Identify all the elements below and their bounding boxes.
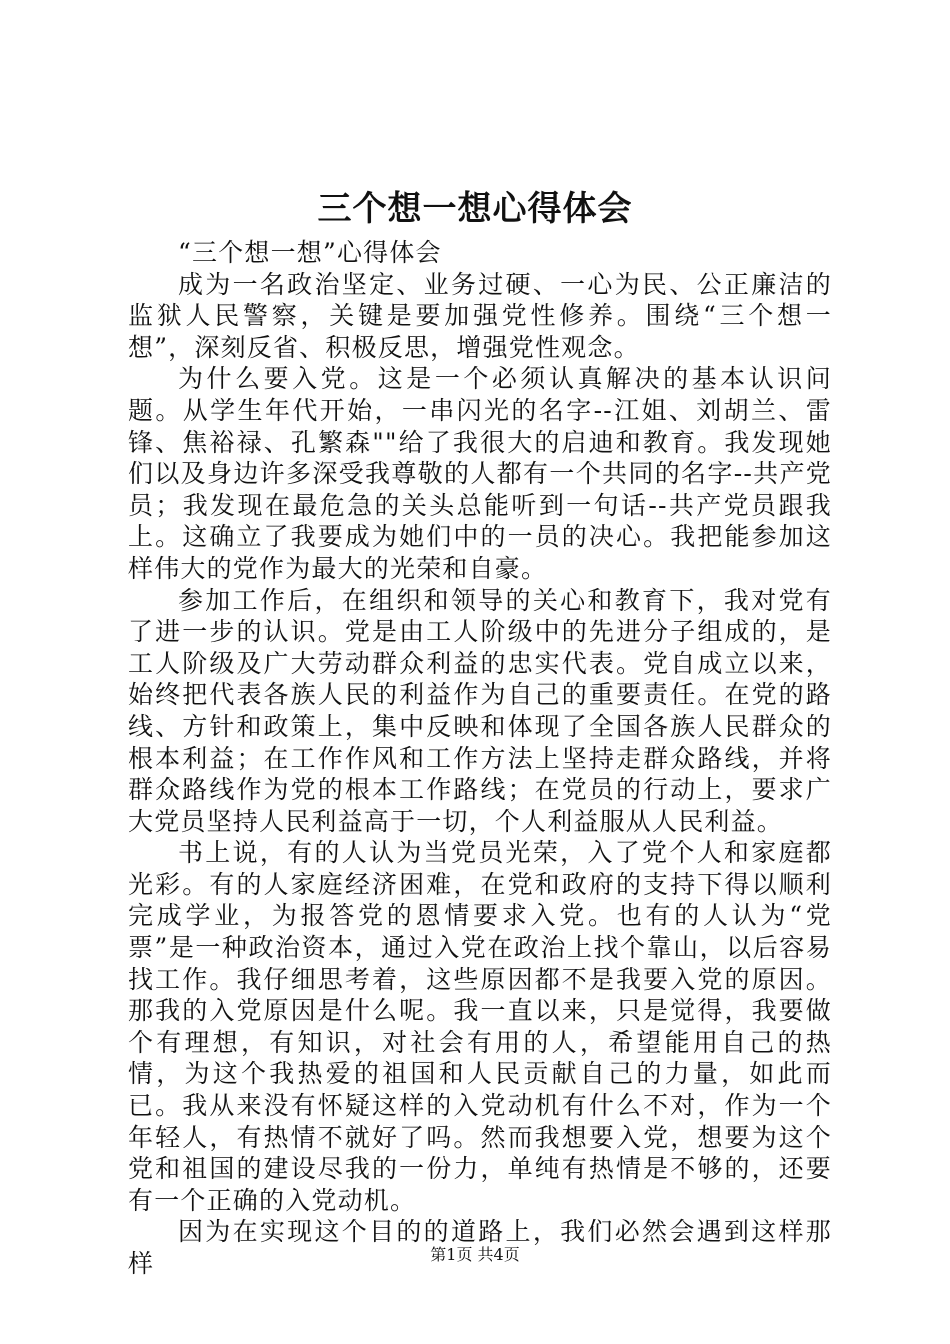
paragraph: 书上说，有的人认为当党员光荣，入了党个人和家庭都光彩。有的人家庭经济困难，在党和政府的支持下得以顺利完成学业，为报答党的恩情要求入党。也有的人认为“党票”是一种政治资本，通过入党在政治上找个靠山，以后容易找工作。我仔细思考着，这些原因都不是我要入党的原因。那我的入党原因是什么呢。我一直以来，只是觉得，我要做个有理想，有知识，对社会有用的人，希望能用自己的热情，为这个我热爱的祖国和人民贡献自己的力量，如此而已。我从来没有怀疑这样的入党动机有什么不对，作为一个年轻人，有热情不就好了吗。然而我想要入党，想要为这个党和祖国的建设尽我的一份力，单纯有热情是不够的，还要有一个正确的入党动机。 (128, 838, 832, 1215)
paragraph: 成为一名政治坚定、业务过硬、一心为民、公正廉洁的监狱人民警察，关键是要加强党性修养。围绕“三个想一想”，深刻反省、积极反思，增强党性观念。 (128, 269, 832, 362)
document-body (128, 237, 832, 1280)
document-title: 三个想一想心得体会 (317, 189, 633, 229)
paragraph: 因为在实现这个目的的道路上，我们必然会遇到这样那样 (128, 1217, 832, 1278)
paragraph: 参加工作后，在组织和领导的关心和教育下，我对党有了进一步的认识。党是由工人阶级中的先进分子组成的，是工人阶级及广大劳动群众利益的忠实代表。党自成立以来，始终把代表各族人民的利益作为自己的重要责任。在党的路线、方针和政策上，集中反映和体现了全国各族人民群众的根本利益；在工作作风和工作方法上坚持走群众路线，并将群众路线作为党的根本工作路线；在党员的行动上，要求广大党员坚持人民利益高于一切，个人利益服从人民利益。 (128, 585, 832, 836)
paragraph-subtitle: “三个想一想”心得体会 (178, 238, 442, 267)
paragraph: 为什么要入党。这是一个必须认真解决的基本认识问题。从学生年代开始，一串闪光的名字--江姐、刘胡兰、雷锋、焦裕禄、孔繁森""给了我很大的启迪和教育。我发现她们以及身边许多深受我尊敬的人都有一个共同的名字--共产党员；我发现在最危急的关头总能听到一句话--共产党员跟我上。这确立了我要成为她们中的一员的决心。我把能参加这样伟大的党作为最大的光荣和自豪。 (128, 364, 832, 583)
page-number-footer: 第1页 共4页 (430, 1245, 520, 1264)
